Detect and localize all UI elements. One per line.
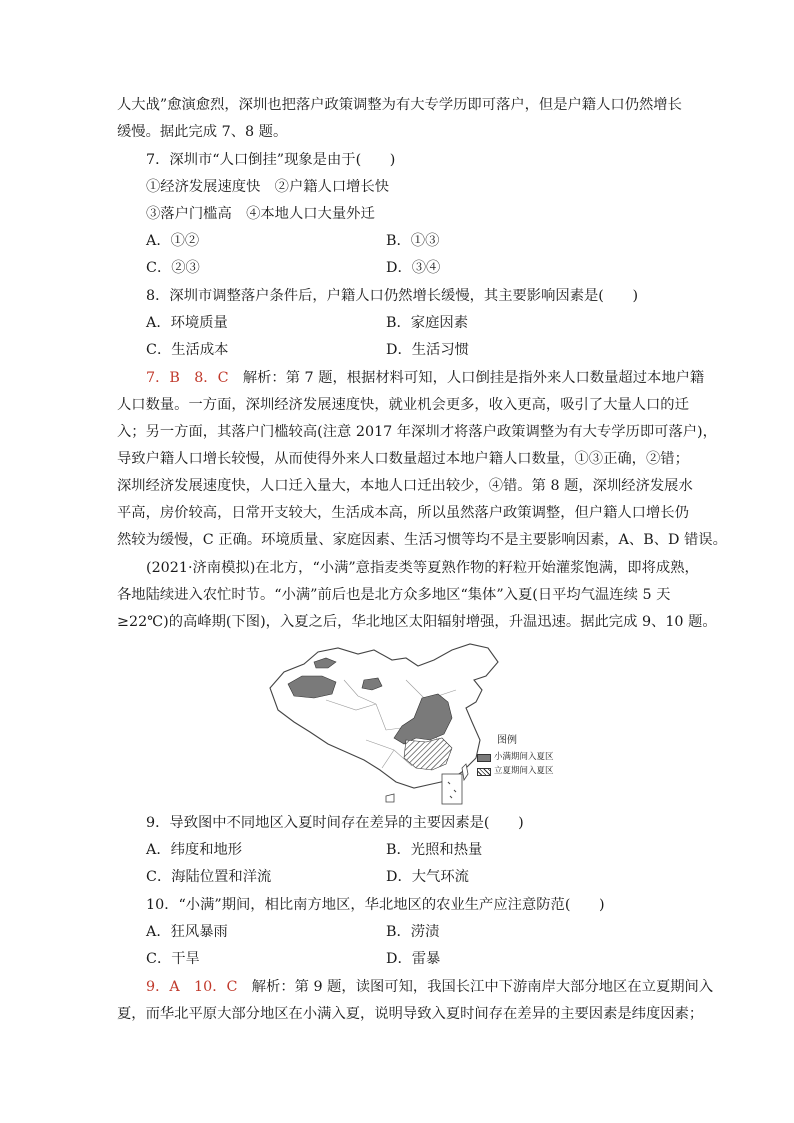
material-2-line-2: 各地陆续进入农忙时节。“小满”前后也是北方众多地区“集体”入夏(日平均气温连续 5 天 [117,587,671,603]
explanation-line-2: 入；另一方面，其落户门槛较高(注意 2017 年深圳才将落户政策调整为有大专学历即可落户)， [117,424,717,440]
legend-item-xiaoman [477,752,554,763]
explanation-line-4: 深圳经济发展速度快，人口迁入量大，本地人口迁出较少，④错。第 8 题，深圳经济发展水 [117,478,693,494]
answer-7-8-key: 7．B 8．C [146,370,229,386]
q7-statements-2: ③落户门槛高 ④本地人口大量外迁 [146,206,375,222]
material-2-line-1: (2021·济南模拟)在北方，“小满”意指麦类等夏熟作物的籽粒开始灌浆饱满，即将成熟， [146,560,699,576]
china-summer-onset-map [266,640,558,808]
explanation-2-line-1: 夏，而华北平原大部分地区在小满入夏，说明导致入夏时间存在差异的主要因素是纬度因素； [117,1006,704,1022]
explanation-line-3: 导致户籍人口增长较慢，从而使得外来人口数量超过本地户籍人口数量，①③正确，②错； [117,451,689,467]
answer-9-10-text: 解析：第 9 题，读图可知，我国长江中下游南岸大部分地区在立夏期间入 [237,979,714,995]
hainan-island [386,794,394,802]
question-7: 7．深圳市“人口倒挂”现象是由于( ) [146,152,396,168]
material-line-1: 人大战”愈演愈烈，深圳也把落户政策调整为有大专学历即可落户，但是户籍人口仍然增长 [117,97,682,113]
south-sea-inset [442,774,462,804]
answer-7-8 [146,368,704,388]
question-9: 9．导致图中不同地区入夏时间存在差异的主要因素是( ) [146,815,524,831]
q7-option-a: A．①② [146,233,200,249]
q9-option-c: C．海陆位置和洋流 [146,869,272,885]
question-10: 10．“小满”期间，相比南方地区，华北地区的农业生产应注意防范( ) [146,897,605,913]
explanation-line-5: 平高，房价较高，日常开支较大，生活成本高，所以虽然落户政策调整，但户籍人口增长仍 [117,505,689,521]
material-line-2: 缓慢。据此完成 7、8 题。 [117,124,288,140]
legend-label-xiaoman: 小满期间入夏区 [494,752,554,762]
q8-option-c: C．生活成本 [146,342,229,358]
material-2-line-3: ≥22℃)的高峰期(下图)，入夏之后，华北地区太阳辐射增强，升温迅速。据此完成 9、10 题。 [117,614,717,630]
q7-statements-1: ①经济发展速度快 ②户籍人口增长快 [146,179,390,195]
q9-option-b: B．光照和热量 [386,842,483,858]
explanation-line-1: 人口数量。一方面，深圳经济发展速度快，就业机会更多，收入更高，吸引了大量人口的迁 [117,397,689,413]
answer-7-8-text: 解析：第 7 题，根据材料可知，人口倒挂是指外来人口数量超过本地户籍 [228,370,705,386]
q8-option-b: B．家庭因素 [386,315,468,331]
q9-option-d: D．大气环流 [386,869,469,885]
legend-label-lixia: 立夏期间入夏区 [494,766,554,776]
q7-option-b: B．①③ [386,233,440,249]
q10-option-d: D．雷暴 [386,951,441,967]
answer-9-10 [146,977,713,997]
answer-9-10-key: 9．A 10．C [146,979,238,995]
legend-title: 图例 [497,735,517,746]
q10-option-c: C．干旱 [146,951,200,967]
q10-option-a: A．狂风暴雨 [146,924,228,940]
question-8: 8．深圳市调整落户条件后，户籍人口仍然增长缓慢，其主要影响因素是( ) [146,288,639,304]
q7-option-c: C．②③ [146,260,200,276]
q8-option-d: D．生活习惯 [386,342,469,358]
q7-option-d: D．③④ [386,260,441,276]
explanation-line-6: 然较为缓慢，C 正确。环境质量、家庭因素、生活习惯等均不是主要影响因素，A、B、D 错误。 [117,532,727,548]
q8-option-a: A．环境质量 [146,315,228,331]
q9-option-a: A．纬度和地形 [146,842,243,858]
q10-option-b: B．涝渍 [386,924,440,940]
legend-item-lixia [477,766,554,777]
legend-swatch-solid [477,754,491,762]
legend-swatch-hatched [477,768,491,776]
